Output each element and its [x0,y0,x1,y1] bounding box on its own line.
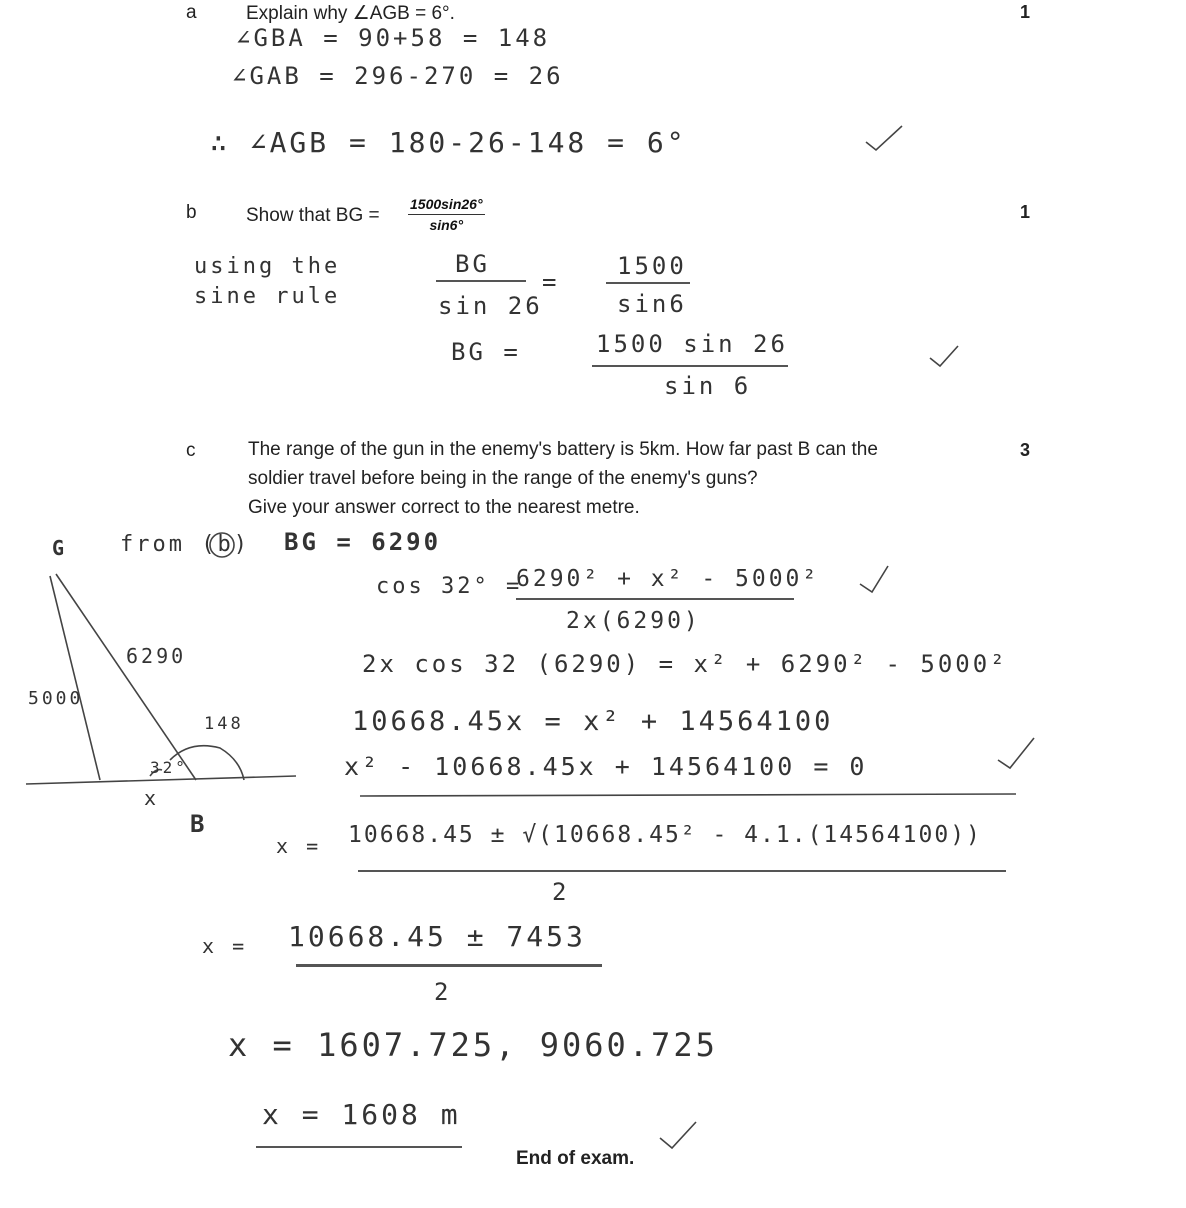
tick-quadratic [998,738,1034,768]
label-32: 32° [150,758,188,777]
side-6290 [56,574,196,780]
part-b-note-line1: using the [194,254,341,279]
part-c-question-line2: soldier travel before being in the range of the enemy's guns? [248,468,758,489]
part-b-eq1-equals: = [542,268,560,296]
simplified-denominator: 2 [434,978,452,1006]
quadratic-denominator: 2 [552,878,570,906]
part-b-note-line2: sine rule [194,284,341,309]
tick-part-a [866,126,902,150]
part-a-work-line1: ∠GBA = 90+58 = 148 [236,24,551,52]
cos-lhs: cos 32° = [376,574,523,599]
quadratic-lhs: x = [276,834,322,858]
part-b-label: b [186,202,197,223]
quadratic-numerator: 10668.45 ± √(10668.45² - 4.1.(14564100)) [348,822,982,848]
working-line3: 10668.45x = x² + 14564100 [352,706,834,737]
part-b-eq2-right-den: sin 6 [664,372,752,400]
label-g: G [52,536,68,560]
part-b-eq2-right-num: 1500 sin 26 [596,330,788,358]
part-a-work-line3: ∴ ∠AGB = 180-26-148 = 6° [210,126,687,159]
tick-cos [860,566,888,592]
part-b-marks: 1 [1020,202,1031,222]
part-a-label: a [186,2,197,23]
simplified-numerator: 10668.45 ± 7453 [288,920,586,953]
part-c-marks: 3 [1020,440,1031,460]
part-a-work-line2: ∠GAB = 296-270 = 26 [232,62,564,90]
part-c-question-line1: The range of the gun in the enemy's battery is 5km. How far past B can the [248,439,878,460]
part-c-question-line3: Give your answer correct to the nearest metre. [248,497,640,518]
part-b-eq1-left-den: sin 26 [438,292,543,320]
tick-answer [660,1122,696,1148]
cos-numerator: 6290² + x² - 5000² [516,566,820,592]
working-line2: 2x cos 32 (6290) = x² + 6290² - 5000² [362,650,1008,678]
label-5000: 5000 [28,688,84,709]
part-c-label: c [186,440,196,461]
part-b-question-prefix: Show that BG = [246,205,380,226]
label-b: B [190,810,208,838]
simplified-lhs: x = [202,934,248,958]
label-6290: 6290 [126,644,187,668]
working-line4-underline [360,794,1016,796]
working-line4: x² - 10668.45x + 14564100 = 0 [344,752,868,781]
label-x: x [144,786,160,810]
bg-value: BG = 6290 [284,528,442,556]
side-5000 [50,576,100,780]
label-148: 148 [204,714,244,734]
part-b-eq2-left: BG = [451,338,521,366]
ground-line [26,776,296,784]
part-a-question: Explain why ∠AGB = 6°. [246,3,455,24]
end-of-exam: End of exam. [516,1148,635,1169]
roots-line: x = 1607.725, 9060.725 [228,1026,718,1064]
final-answer: x = 1608 m [262,1098,461,1131]
part-b-eq1-left-num: BG [455,250,490,278]
circle-b [210,533,234,557]
tick-part-b [930,346,958,366]
part-b-fraction-den: sin6° [429,217,464,233]
cos-denominator: 2x(6290) [566,608,701,634]
from-part-b-note: from (b) [120,532,250,557]
part-b-fraction-num: 1500sin26° [408,196,485,215]
part-b-eq1-right-num: 1500 [617,252,687,280]
part-b-eq1-right-den: sin6 [617,290,687,318]
part-a-marks: 1 [1020,2,1031,22]
